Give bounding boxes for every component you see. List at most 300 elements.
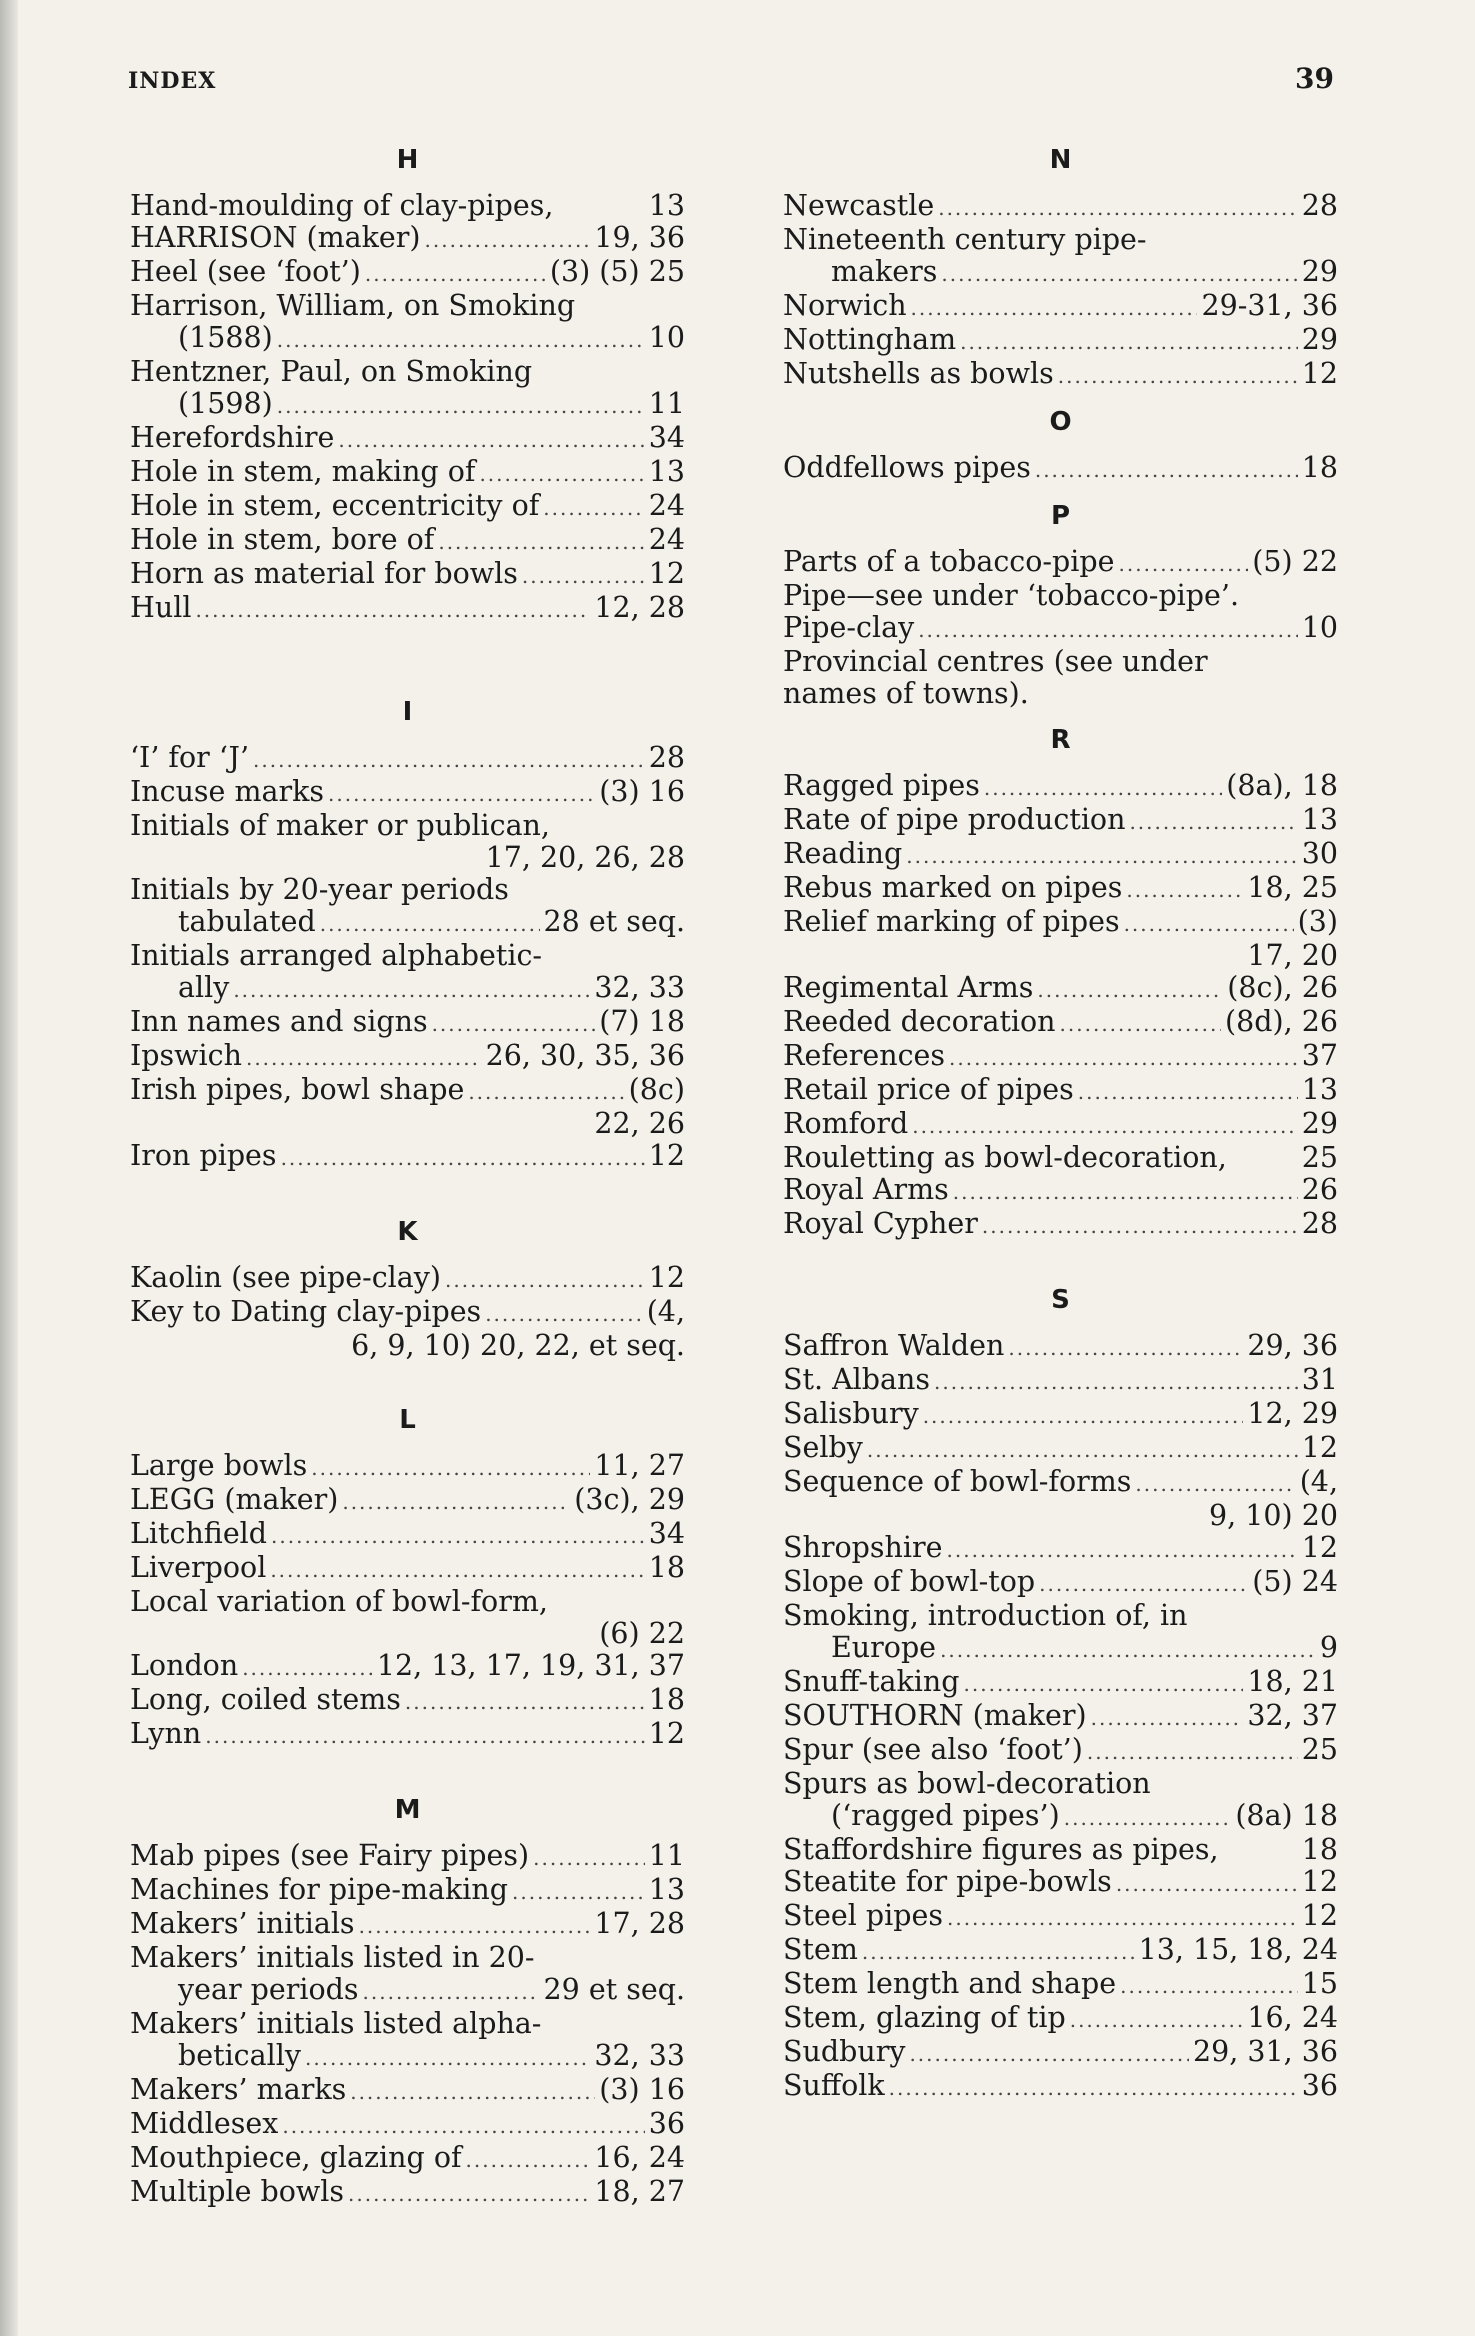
entry-page-refs: 12, 29 [1247, 1397, 1338, 1430]
index-entry-line [130, 2040, 685, 2074]
index-entry [130, 592, 685, 626]
entry-term: Reeded decoration [783, 1005, 1056, 1038]
index-entry-line [783, 358, 1338, 392]
entry-term: tabulated [178, 905, 316, 938]
entry-term: London [130, 1649, 239, 1682]
index-entry [130, 2142, 685, 2176]
entry-term: Horn as material for bowls [130, 557, 518, 590]
index-entry-line [130, 1650, 685, 1684]
index-entry-line [130, 842, 685, 874]
index-entry-line [783, 1040, 1338, 1074]
entry-term: Nutshells as bowls [783, 357, 1054, 390]
entry-page-refs: 13 [648, 189, 685, 222]
entry-page-refs: 10 [648, 321, 685, 354]
dot-leader [533, 1842, 645, 1874]
section-letter: S [1051, 1285, 1070, 1315]
dot-leader [305, 2042, 590, 2074]
entry-page-refs: 26 [1301, 1173, 1338, 1206]
entry-page-refs: 29, 36 [1247, 1329, 1338, 1362]
dot-leader [1126, 874, 1243, 906]
index-entry [783, 1900, 1338, 1934]
dot-leader [350, 2076, 595, 2108]
index-entry-line [130, 1618, 685, 1650]
entry-term: SOUTHORN (maker) [783, 1699, 1087, 1732]
entry-page-refs: (5) 24 [1252, 1565, 1338, 1598]
entry-page-refs: 13 [1301, 803, 1338, 836]
index-entry [783, 1330, 1338, 1364]
entry-page-refs: 24 [648, 489, 685, 522]
index-entry-line [130, 1586, 685, 1618]
index-entry-line [783, 1074, 1338, 1108]
entry-page-refs: 12 [648, 1717, 685, 1750]
entry-term: Litchfield [130, 1517, 268, 1550]
index-entry [783, 646, 1338, 678]
entry-term: Selby [783, 1431, 863, 1464]
entry-page-refs: 10 [1301, 611, 1338, 644]
entry-term: Hentzner, Paul, on Smoking [130, 355, 533, 388]
index-entry [783, 1866, 1338, 1900]
index-entry-line [130, 1040, 685, 1074]
entry-page-refs: (3) 16 [599, 775, 685, 808]
dot-leader [918, 614, 1298, 646]
index-entry-line [783, 1968, 1338, 2002]
entry-page-refs: 28 [1301, 1207, 1338, 1240]
entry-term: Steatite for pipe-bowls [783, 1865, 1112, 1898]
entry-page-refs: (6) 22 [599, 1617, 685, 1650]
index-entry [783, 1768, 1338, 1834]
entry-term: Harrison, William, on Smoking [130, 289, 576, 322]
index-entry [130, 356, 685, 422]
entry-page-refs: (4, [646, 1295, 685, 1328]
dot-leader [242, 1652, 373, 1684]
dot-leader [1129, 806, 1297, 838]
dot-leader [277, 390, 645, 422]
entry-page-refs: 29 [1301, 323, 1338, 356]
dot-leader [1116, 1868, 1298, 1900]
entry-term: Mouthpiece, glazing of [130, 2141, 462, 2174]
index-column-left [130, 130, 685, 2210]
index-entry-line [783, 2002, 1338, 2036]
index-entry [783, 452, 1338, 486]
dot-leader [1037, 974, 1223, 1006]
entry-page-refs: 16, 24 [594, 2141, 685, 2174]
entry-page-refs: 12 [1301, 1899, 1338, 1932]
index-entry [130, 1874, 685, 1908]
entry-term: makers [831, 255, 938, 288]
dot-leader [982, 1210, 1298, 1242]
dot-leader [233, 974, 590, 1006]
index-entry [130, 290, 685, 356]
index-entry-line [783, 1632, 1338, 1666]
index-entry [130, 1942, 685, 2008]
index-entry-line [130, 322, 685, 356]
running-header: INDEX [128, 68, 217, 94]
entry-term: Romford [783, 1107, 909, 1140]
index-entry-line [130, 1108, 685, 1140]
index-entry-line [783, 678, 1338, 710]
index-entry-line [783, 1734, 1338, 1768]
entry-page-refs: 9, 10) 20 [1209, 1499, 1338, 1532]
index-entry [130, 1908, 685, 1942]
index-entry-line [783, 770, 1338, 804]
entry-page-refs: 18 [648, 1683, 685, 1716]
dot-leader [862, 1936, 1135, 1968]
entry-page-refs: 29 et seq. [543, 1973, 685, 2006]
index-entry-line [783, 2036, 1338, 2070]
entry-page-refs: 31 [1301, 1363, 1338, 1396]
index-entry-line [130, 1262, 685, 1296]
dot-leader [1078, 1076, 1298, 1108]
entry-term: Suffolk [783, 2069, 885, 2102]
index-entry [130, 222, 685, 256]
entry-term: Royal Cypher [783, 1207, 978, 1240]
entry-page-refs: 12 [648, 1261, 685, 1294]
index-entry-line [783, 1566, 1338, 1600]
index-entry-line [783, 612, 1338, 646]
dot-leader [512, 1876, 645, 1908]
entry-term: Hole in stem, eccentricity of [130, 489, 540, 522]
index-entry [783, 224, 1338, 290]
entry-page-refs: 11 [648, 1839, 685, 1872]
entry-term: Slope of bowl-top [783, 1565, 1036, 1598]
entry-page-refs: 30 [1301, 837, 1338, 870]
index-entry-line [130, 524, 685, 558]
entry-page-refs: 28 [1301, 189, 1338, 222]
entry-page-refs: 17, 28 [594, 1907, 685, 1940]
entry-term: Iron pipes [130, 1139, 277, 1172]
entry-page-refs: 17, 20 [1247, 939, 1338, 972]
entry-page-refs: 36 [1301, 2069, 1338, 2102]
entry-term: Stem length and shape [783, 1967, 1117, 2000]
index-entry [783, 546, 1338, 580]
index-entry-line [783, 1466, 1338, 1500]
index-entry [130, 1586, 685, 1650]
entry-term: Nineteenth century pipe- [783, 223, 1147, 256]
dot-leader [543, 492, 644, 524]
entry-term: Regimental Arms [783, 971, 1034, 1004]
entry-term: Spurs as bowl-decoration [783, 1767, 1151, 1800]
entry-term: Large bowls [130, 1449, 308, 1482]
index-entry [783, 1968, 1338, 2002]
index-entry-line [130, 1484, 685, 1518]
index-entry-line [130, 290, 685, 322]
entry-page-refs: 34 [648, 421, 685, 454]
entry-term: Ragged pipes [783, 769, 980, 802]
index-entry-line [783, 324, 1338, 358]
dot-leader [253, 744, 645, 776]
entry-term: Pipe—see under ‘tobacco-pipe’. [783, 579, 1240, 612]
index-entry-line [130, 1006, 685, 1040]
dot-leader [468, 1076, 624, 1108]
dot-leader [271, 1520, 645, 1552]
entry-term: Oddfellows pipes [783, 451, 1031, 484]
section-letter: K [397, 1217, 418, 1247]
index-entry [783, 612, 1338, 646]
entry-page-refs: 11, 27 [594, 1449, 685, 1482]
entry-term: ally [178, 971, 230, 1004]
index-entry-line [130, 592, 685, 626]
index-entry [783, 1432, 1338, 1466]
entry-page-refs: 18 [1301, 1833, 1338, 1866]
entry-term: Europe [831, 1631, 937, 1664]
dot-leader [425, 224, 591, 256]
index-entry-line [130, 490, 685, 524]
dot-leader [466, 2144, 591, 2176]
index-entry [130, 2176, 685, 2210]
entry-page-refs: (3) [1297, 905, 1338, 938]
entry-page-refs: 12 [1301, 1865, 1338, 1898]
dot-leader [1087, 1736, 1298, 1768]
section-letter: O [1049, 407, 1072, 437]
index-entry-line [130, 1518, 685, 1552]
index-entry-line [130, 1140, 685, 1174]
dot-leader [359, 1910, 591, 1942]
index-entry [783, 1364, 1338, 1398]
entry-term: HARRISON (maker) [130, 221, 421, 254]
entry-term: Steel pipes [783, 1899, 943, 1932]
index-entry-line [783, 580, 1338, 612]
entry-term: Stem [783, 1933, 858, 1966]
index-entry-line [783, 940, 1338, 972]
dot-leader [984, 772, 1222, 804]
index-entry-line [783, 1500, 1338, 1532]
entry-page-refs: 6, 9, 10) 20, 22, et seq. [351, 1329, 685, 1362]
dot-leader [270, 1554, 644, 1586]
entry-page-refs: (4, [1299, 1465, 1338, 1498]
entry-page-refs: 32, 37 [1247, 1699, 1338, 1732]
entry-term: Stem, glazing of tip [783, 2001, 1066, 2034]
index-entry-line [130, 874, 685, 906]
entry-term: Lynn [130, 1717, 202, 1750]
index-entry-line [783, 452, 1338, 486]
dot-leader [1120, 1970, 1298, 2002]
index-entry [130, 1450, 685, 1484]
dot-leader [964, 1668, 1244, 1700]
dot-leader [1035, 454, 1298, 486]
index-entry-line [130, 1942, 685, 1974]
dot-leader [311, 1452, 590, 1484]
entry-page-refs: 25 [1301, 1141, 1338, 1174]
index-entry [783, 1074, 1338, 1108]
dot-leader [953, 1176, 1298, 1208]
index-entry-line [783, 2070, 1338, 2104]
index-entry [130, 2108, 685, 2142]
entry-page-refs: 25 [1301, 1733, 1338, 1766]
dot-leader [438, 526, 644, 558]
index-entry-line [130, 190, 685, 222]
entry-term: betically [178, 2039, 301, 2072]
index-entry-line [130, 776, 685, 810]
index-entry [783, 1600, 1338, 1666]
entry-page-refs: (8a) 18 [1235, 1799, 1338, 1832]
index-entry-line [783, 1532, 1338, 1566]
entry-page-refs: (3) 16 [599, 2073, 685, 2106]
index-entry-line [130, 456, 685, 490]
entry-page-refs: 29, 31, 36 [1192, 2035, 1338, 2068]
index-entry [130, 524, 685, 558]
index-entry-line [130, 742, 685, 776]
index-entry-line [783, 256, 1338, 290]
index-entry-line [130, 810, 685, 842]
index-entry [130, 874, 685, 940]
entry-term: Sequence of bowl-forms [783, 1465, 1132, 1498]
entry-page-refs: 11 [648, 387, 685, 420]
index-entry-line [783, 224, 1338, 256]
dot-leader [1119, 548, 1249, 580]
entry-page-refs: 12 [1301, 1531, 1338, 1564]
index-entry [130, 742, 685, 776]
index-entry [130, 422, 685, 456]
dot-leader [205, 1720, 644, 1752]
dot-leader [1058, 360, 1298, 392]
index-entry-line [130, 2074, 685, 2108]
entry-page-refs: 13 [648, 1873, 685, 1906]
entry-term: Sudbury [783, 2035, 906, 2068]
entry-page-refs: (3) (5) 25 [549, 255, 685, 288]
entry-page-refs: 17, 20, 26, 28 [485, 841, 685, 874]
dot-leader [949, 1042, 1298, 1074]
entry-page-refs: (3c), 29 [574, 1483, 685, 1516]
dot-leader [246, 1042, 482, 1074]
section-letter: P [1050, 501, 1071, 531]
entry-term: Hand-moulding of clay-pipes, [130, 189, 554, 222]
index-entry [130, 1552, 685, 1586]
entry-term: Provincial centres (see under [783, 645, 1208, 678]
entry-page-refs: 9 [1319, 1631, 1338, 1664]
dot-leader [195, 594, 590, 626]
index-entry [130, 810, 685, 874]
index-entry [130, 558, 685, 592]
index-entry [130, 456, 685, 490]
entry-page-refs: 13, 15, 18, 24 [1138, 1933, 1338, 1966]
index-entry [783, 190, 1338, 224]
index-entry-line [130, 1330, 685, 1362]
index-entry-line [130, 256, 685, 290]
index-entry [783, 1142, 1338, 1174]
index-entry [130, 940, 685, 1006]
section-letter: L [399, 1405, 416, 1435]
index-entry-line [130, 1874, 685, 1908]
index-entry [783, 872, 1338, 906]
entry-term: Machines for pipe-making [130, 1873, 509, 1906]
entry-term: Reading [783, 837, 903, 870]
entry-term: Royal Arms [783, 1173, 949, 1206]
index-entry [783, 1040, 1338, 1074]
index-entry [130, 1684, 685, 1718]
index-entry-line [783, 1600, 1338, 1632]
index-entry [783, 804, 1338, 838]
entry-page-refs: (8a), 18 [1226, 769, 1338, 802]
dot-leader [479, 458, 644, 490]
index-entry-line [783, 1800, 1338, 1834]
section-spacer [130, 626, 685, 654]
entry-term: (1598) [178, 387, 273, 420]
dot-leader [940, 1634, 1316, 1666]
section-spacer [130, 1174, 685, 1202]
entry-term: ‘I’ for ‘J’ [130, 741, 250, 774]
entry-term: Long, coiled stems [130, 1683, 401, 1716]
index-entry-line [783, 1432, 1338, 1466]
entry-page-refs: 37 [1301, 1039, 1338, 1072]
entry-term: Hull [130, 591, 192, 624]
index-entry-line [130, 1074, 685, 1108]
entry-term: Heel (see ‘foot’) [130, 255, 361, 288]
index-entry-line [130, 2008, 685, 2040]
index-entry [783, 2070, 1338, 2104]
index-entry [130, 1140, 685, 1174]
index-entry-line [783, 872, 1338, 906]
index-entry-line [130, 1684, 685, 1718]
index-entry [783, 2002, 1338, 2036]
index-entry [783, 906, 1338, 972]
entry-term: Relief marking of pipes [783, 905, 1120, 938]
dot-leader [1135, 1468, 1295, 1500]
entry-page-refs: 12 [1301, 1431, 1338, 1464]
dot-leader [282, 2110, 644, 2142]
entry-term: Kaolin (see pipe-clay) [130, 1261, 442, 1294]
dot-leader [1070, 2004, 1244, 2036]
entry-term: Mab pipes (see Fairy pipes) [130, 1839, 530, 1872]
index-entry-line [783, 838, 1338, 872]
entry-term: Parts of a tobacco-pipe [783, 545, 1115, 578]
dot-leader [1039, 1568, 1248, 1600]
index-entry-line [783, 190, 1338, 224]
index-entry-line [130, 1450, 685, 1484]
index-entry [130, 490, 685, 524]
entry-page-refs: 29-31, 36 [1201, 289, 1338, 322]
entry-page-refs: 26, 30, 35, 36 [485, 1039, 685, 1072]
entry-page-refs: (7) 18 [599, 1005, 685, 1038]
dot-leader [960, 326, 1298, 358]
index-entry [783, 1734, 1338, 1768]
entry-term: LEGG (maker) [130, 1483, 339, 1516]
entry-page-refs: 18 [648, 1551, 685, 1584]
entry-page-refs: 18, 21 [1247, 1665, 1338, 1698]
entry-page-refs: 28 et seq. [543, 905, 685, 938]
section-spacer [130, 654, 685, 682]
index-entry [783, 1398, 1338, 1432]
dot-leader [485, 1298, 643, 1330]
entry-page-refs: 22, 26 [594, 1107, 685, 1140]
index-entry-line [130, 1718, 685, 1752]
entry-page-refs: 32, 33 [594, 2039, 685, 2072]
dot-leader [941, 258, 1297, 290]
dot-leader [934, 1366, 1298, 1398]
entry-term: Liverpool [130, 1551, 267, 1584]
index-entry [783, 358, 1338, 392]
index-entry [130, 1840, 685, 1874]
index-entry [130, 1006, 685, 1040]
entry-page-refs: (8c) [628, 1073, 685, 1106]
entry-term: Hole in stem, making of [130, 455, 476, 488]
index-entry [783, 1006, 1338, 1040]
index-entry [783, 770, 1338, 804]
index-entry-line [130, 422, 685, 456]
index-entry [783, 1532, 1338, 1566]
entry-term: Smoking, introduction of, in [783, 1599, 1188, 1632]
entry-term: Shropshire [783, 1531, 943, 1564]
entry-page-refs: 12, 13, 17, 19, 31, 37 [376, 1649, 685, 1682]
index-entry [783, 580, 1338, 612]
entry-page-refs: 29 [1301, 255, 1338, 288]
entry-term: Initials of maker or publican, [130, 809, 550, 842]
entry-page-refs: (8c), 26 [1227, 971, 1338, 1004]
entry-term: (‘ragged pipes’) [831, 1799, 1060, 1832]
index-entry-line [130, 222, 685, 256]
index-entry [130, 1518, 685, 1552]
index-entry-line [130, 1840, 685, 1874]
index-entry-line [130, 2108, 685, 2142]
